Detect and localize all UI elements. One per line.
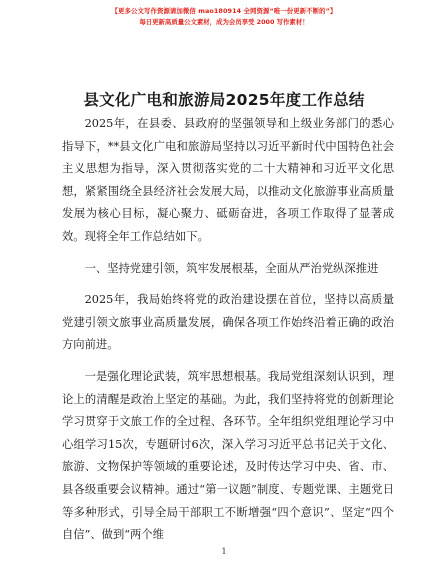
paragraph-theory-study: 一是强化理论武装，筑牢思想根基。我局党组深刻认识到，理论上的清醒是政治上坚定的基础。为此，我们坚持将党的创新理论学习贯穿于文旅工作的全过程、各环节。全年组织党组理论学习中心组学习15次，专题研讨6次，深入学习习近平总书记关于文化、旅游、文物保护等领域的重要论述，及时传达学习中央、省、市、县各级重要会议精神。通过“第一议题”制度、专题党课、主题党日等多种形式，引导全局干部职工不断增强“四个意识”、坚定“四个自信”、做到“两个维 — [62, 369, 394, 542]
document-title: 县文化广电和旅游局2025年度工作总结 — [83, 91, 365, 109]
page-number: 1 — [221, 547, 227, 556]
promo-banner-line-2: 每日更新高质量公文素材，成为会员享受 2000 写作素材！ — [139, 18, 309, 26]
document-body — [62, 113, 394, 547]
promo-banner — [0, 6, 448, 27]
paragraph-section-1-intro: 2025年，我局始终将党的政治建设摆在首位，坚持以高质量党建引领文旅事业高质量发展，确保各项工作始终沿着正确的政治方向前进。 — [62, 293, 394, 352]
paragraph-intro: 2025年，在县委、县政府的坚强领导和上级业务部门的悉心指导下，**县文化广电和旅游局坚持以习近平新时代中国特色社会主义思想为指导，深入贯彻落实党的二十大精神和习近平文化思想，紧紧围绕全县经济社会发展大局，以推动文化旅游事业高质量发展为核心目标，凝心聚力、砥砺奋进，各项工作取得了显著成效。现将全年工作总结如下。 — [62, 117, 394, 243]
section-heading-1: 一、坚持党建引领，筑牢发展根基，全面从严治党纵深推进 — [84, 261, 379, 275]
promo-banner-line-1: 【更多公文写作资源请加微信 mao180914 全网资源“唯一份更新不断的”】 — [111, 7, 337, 15]
